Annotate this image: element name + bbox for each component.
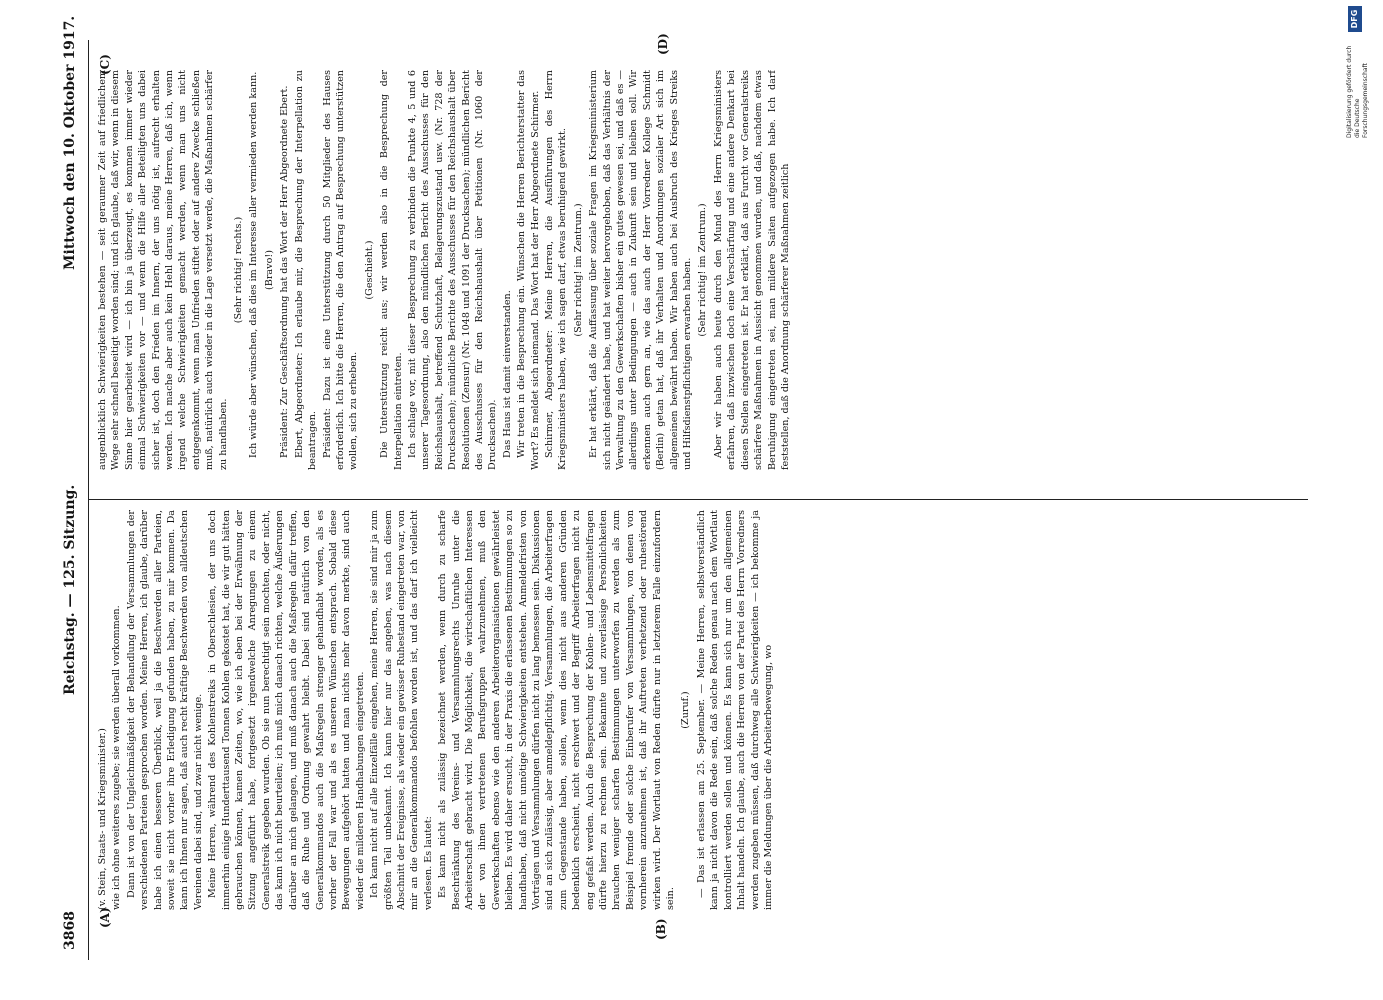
- paragraph: Das Haus ist damit einverstanden.: [501, 290, 513, 458]
- paragraph: Meine Herren, während des Kohlenstreiks in Oberschlesien, der uns doch immerhin einige Hunderttausend Tonnen Kohlen gekostet hat, die wir gut hätten gebrauchen können, kamen Zeiten, wo, wie ich eben bei der Erwähnung der Sitzung angeführt habe, fortgesetzt irgendwelche Anregungen zu einem Generalstreik gegeben wurden. Ob sie nun berechtigt sein mochten, oder nicht, das kann ich nicht beurteilen; ich muß mich danach richten, welche Äußerungen darüber an mich gelangen, und muß danach auch die Maßregeln dafür treffen, daß die Ruhe und Ordnung gewahrt bleibt. Dabei sind natürlich von den Generalkommandos auch die Maßregeln strenger gehandhabt worden, als es vorher der Fall war und als es unseren Wünschen entsprach. Sobald diese Bewegungen aufgehört hatten und man nichts mehr davon merkte, sind auch wieder die milderen Handhabungen eingetreten.: [207, 510, 366, 910]
- credit-text: Digitalisierung gefördert durch die Deutsche Forschungsgemeinschaft: [1346, 45, 1369, 138]
- margin-mark-b: (B): [654, 918, 668, 940]
- session-date: Mittwoch den 10. Oktober 1917.: [62, 15, 78, 270]
- paragraph: — Das ist erlassen am 25. September. — Meine Herren, selbstverständlich kann ja nicht davon die Rede sein, daß solche Reden genau nach dem Wortlaut kontrolliert werden sollen und können. Es kann sich nur um den allgemeinen Inhalt handeln. Ich glaube, auch die Herren von der Partei des Herrn Vorredners werden zugeben müssen, daß durchweg alle Schwierigkeiten — ich bekomme ja immer die Meldungen über die Arbeiterbewegung, wo: [695, 510, 774, 910]
- margin-mark-c: (C): [98, 54, 112, 75]
- speaker-paragraph: Ebert, Abgeordneter: Ich erlaube mir, die Besprechung der Interpellation zu beantragen.: [293, 70, 319, 470]
- page-number: 3868: [62, 911, 78, 950]
- paragraph: Die Unterstützung reicht aus; wir werden also in die Besprechung der Interpellation eintreten.: [379, 70, 404, 470]
- interjection: (Bravo!): [263, 250, 275, 290]
- dfg-logo: DFG: [1348, 6, 1362, 32]
- paragraph: Aber wir haben auch heute durch den Mund des Herrn Kriegsministers erfahren, daß inzwischen doch eine Verschärfung und eine andere Denkart bei diesen Stellen eingetreten ist. Er hat erklärt, daß aus Furcht vor Generalstreiks schärfere Maßnahmen in Aussicht genommen wurden, und daß, nachdem etwas Beruhigung eingetreten sei, man mildere Saiten aufgezogen habe. Ich darf feststellen, daß die Anordnung schärferer Maßnahmen zeitlich: [712, 70, 791, 470]
- margin-mark-d: (D): [656, 33, 670, 55]
- page-header: [62, 15, 88, 960]
- paragraph: wie ich ohne weiteres zugebe; sie werden überall vorkommen.: [111, 605, 123, 910]
- interjection: (Sehr richtig! im Zentrum.): [572, 203, 584, 337]
- paragraph: Dann ist von der Ungleichmäßigkeit der Behandlung der Versammlungen der verschiedenen Parteien gesprochen worden. Meine Herren, ich glaube, darüber habe ich einen besseren Überblick, weil ja die Beschwerden aller Parteien, soweit sie nicht vorher ihre Erledigung gefunden haben, zu mir kommen. Da kann ich Ihnen nur sagen, daß auch recht kräftige Beschwerden von alldeutschen Vereinen dabei sind, und zwar nicht wenige.: [125, 510, 204, 910]
- right-column: [96, 70, 1306, 470]
- speaker-paragraph: Präsident: Zur Geschäftsordnung hat das Wort der Herr Abgeordnete Ebert.: [279, 85, 291, 458]
- left-column: [96, 510, 1306, 910]
- paragraph: Wir treten in die Besprechung ein. Wünschen die Herren Berichterstatter das Wort? Es meldet sich niemand. Das Wort hat der Herr Abgeordnete Schirmer.: [516, 70, 541, 470]
- margin-mark-a: (A): [98, 907, 112, 928]
- running-title: Reichstag. — 125. Sitzung.: [62, 484, 78, 695]
- paragraph: Ich würde aber wünschen, daß dies im Interesse aller vermieden werden kann.: [248, 71, 260, 458]
- paragraph: augenblicklich Schwierigkeiten bestehen — seit geraumer Zeit auf friedlichem Wege sehr schnell beseitigt worden sind; und ich glaube, daß wir, wenn in diesem Sinne hier gearbeitet wird — ich bin ja überzeugt, es kommen immer wieder einmal Schwierigkeiten vor — und wenn die Hilfe aller Beteiligten uns dabei sicher ist, doch den Frieden im Innern, der uns nötig ist, aufrecht erhalten werden. Ich mache aber auch kein Hehl daraus, meine Herren, daß ich, wenn irgend welche Schwierigkeiten gemacht werden, wenn man uns nicht entgegenkommt, wenn man Unfrieden stiftet oder auf andere Zwecke schließen muß, natürlich auch wieder in die Lage versetzt werde, die Maßnahmen schärfer zu handhaben.: [97, 70, 229, 470]
- quoted-order: Es kann nicht als zulässig bezeichnet werden, wenn durch zu scharfe Beschränkung des Vereins- und Versammlungsrechts Unruhe unter die Arbeiterschaft gebracht wird. Die Möglichkeit, die wirtschaftlichen Interessen der von ihnen vertretenen Berufsgruppen wahrzunehmen, muß den Gewerkschaften ebenso wie den anderen Arbeiterorganisationen gewährleistet bleiben. Es wird daher ersucht, in der Praxis die erlassenen Bestimmungen so zu handhaben, daß nicht unnötige Schwierigkeiten entstehen. Anmeldefristen von Vorträgen und Versammlungen dürfen nicht zu lang bemessen sein. Diskussionen sind an sich zulässig, aber anmeldepflichtig. Versammlungen, die Arbeiterfragen zum Gegenstande haben, sollen, wenn dies nicht aus anderen Gründen bedenklich erscheint, nicht erschwert und der Begriff Arbeiterfragen nicht zu eng gefaßt werden. Auch die Besprechung der Kohlen- und Lebensmittelfragen dürfte hierzu zu rechnen sein. Bekannte und zuverlässige Persönlichkeiten brauchen weniger scharfen Bestimmungen unterworfen zu werden als zum Beispiel fremde oder solche Einberufer von Versammlungen, von denen von vornherein anzunehmen ist, daß ihr Auftreten verhetzend oder ruhestörend wirken wird. Der Wortlaut von Reden dürfte nur in letzterem Falle einzufordern sein.: [437, 510, 677, 910]
- speaker-paragraph: Schirmer, Abgeordneter: Meine Herren, die Ausführungen des Herrn Kriegsministers haben, wie ich sagen darf, etwas beruhigend gewirkt.: [544, 70, 569, 470]
- digitization-credit: [1346, 3, 1374, 138]
- speaker-note: (v. Stein, Staats- und Kriegsminister.): [97, 728, 108, 910]
- paragraph: Er hat erklärt, daß die Auffassung über soziale Fragen im Kriegsministerium sich nicht geändert habe, und hat weiter hervorgehoben, daß das Verhältnis der Verwaltung zu den Gewerkschaften bisher ein gutes gewesen sei, und daß es — allerdings unter Bedingungen — auch in Zukunft sein und bleiben soll. Wir erkennen auch gern an, wie das auch der Herr Vorredner Kollege Schmidt (Berlin) getan hat, daß ihr Verhalten und Anordnungen sozialer Art sich im allgemeinen bewährt haben. Wir haben auch bei Ausbruch des Krieges Streiks und Hilfsdienstpflichtigen erwarben haben.: [588, 70, 694, 470]
- speaker-paragraph: Präsident: Dazu ist eine Unterstützung durch 50 Mitglieder des Hauses erforderlich. Ich bitte die Herren, die den Antrag auf Besprechung unterstützen wollen, sich zu erheben.: [321, 70, 360, 470]
- paragraph: Ich schlage vor, mit dieser Besprechung zu verbinden die Punkte 4, 5 und 6 unserer Tagesordnung, also den mündlichen Bericht des Ausschusses für den Reichshaushalt, betreffend Schutzhaft, Belagerungszustand usw. (Nr. 728 der Drucksachen); mündliche Berichte des Ausschusses für den Reichshaushalt über Resolutionen (Zensur) (Nr. 1048 und 1091 der Drucksachen); mündlichen Bericht des Ausschusses für den Reichshaushalt über Petitionen (Nr. 1060 der Drucksachen).: [406, 70, 499, 470]
- header-rule: [88, 40, 89, 960]
- interjection: (Zuruf.): [680, 691, 692, 729]
- interjection: (Sehr richtig! im Zentrum.): [697, 203, 709, 337]
- column-divider: [88, 499, 1308, 500]
- interjection: (Geschieht.): [363, 240, 375, 300]
- paragraph: Ich kann nicht auf alle Einzelfälle eingehen, meine Herren, sie sind mir ja zum größten Teil unbekannt. Ich kann hier nur das angeben, was nach diesem Abschnitt der Ereignisse, als wieder ein gewisser Ruhestand eingetreten war, von mir an die Generalkommandos befohlen worden ist, und das darf ich vielleicht verlesen. Es lautet:: [369, 510, 434, 910]
- interjection: (Sehr richtig! rechts.): [233, 216, 245, 324]
